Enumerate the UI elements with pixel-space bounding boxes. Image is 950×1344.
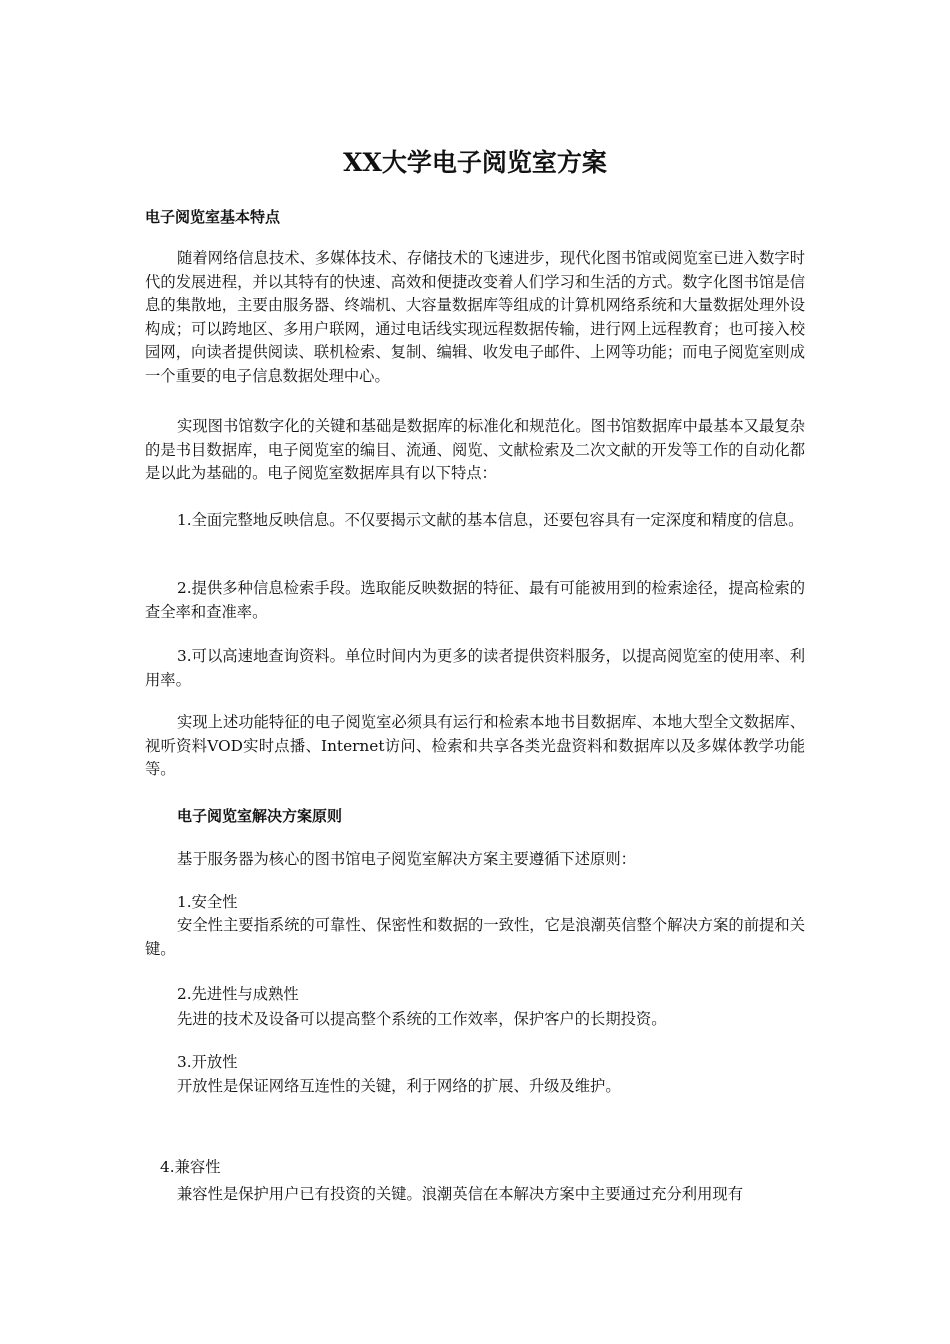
document-title: XX大学电子阅览室方案 (343, 148, 607, 177)
principle-3-title: 3.开放性 (177, 1053, 238, 1071)
principle-4-text: 兼容性是保护用户已有投资的关键。浪潮英信在本解决方案中主要通过充分利用现有 (177, 1185, 743, 1203)
paragraph-feature-2: 2.提供多种信息检索手段。选取能反映数据的特征、最有可能被用到的检索途径，提高检索的查全率和查准率。 (145, 579, 805, 621)
principle-2-text: 先进的技术及设备可以提高整个系统的工作效率，保护客户的长期投资。 (177, 1010, 667, 1028)
paragraph-functions: 实现上述功能特征的电子阅览室必须具有运行和检索本地书目数据库、本地大型全文数据库、视听资料VOD实时点播、Internet访问、检索和共享各类光盘资料和数据库以及多媒体教学功能等。 (145, 713, 805, 778)
principle-1-text: 安全性主要指系统的可靠性、保密性和数据的一致性，它是浪潮英信整个解决方案的前提和关键。 (145, 916, 805, 958)
section-heading-basic-features: 电子阅览室基本特点 (145, 208, 281, 226)
paragraph-database-standards: 实现图书馆数字化的关键和基础是数据库的标准化和规范化。图书馆数据库中最基本又最复杂的是书目数据库，电子阅览室的编目、流通、阅览、文献检索及二次文献的开发等工作的自动化都是以此为基础的。电子阅览室数据库具有以下特点： (145, 417, 805, 482)
paragraph-principles-intro: 基于服务器为核心的图书馆电子阅览室解决方案主要遵循下述原则： (177, 850, 636, 868)
paragraph-intro: 随着网络信息技术、多媒体技术、存储技术的飞速进步，现代化图书馆或阅览室已进入数字时代的发展进程，并以其特有的快速、高效和便捷改变着人们学习和生活的方式。数字化图书馆是信息的集散地，主要由服务器、终端机、大容量数据库等组成的计算机网络系统和大量数据处理外设构成；可以跨地区、多用户联网，通过电话线实现远程数据传输，进行网上远程教育；也可接入校园网，向读者提供阅读、联机检索、复制、编辑、收发电子邮件、上网等功能；而电子阅览室则成一个重要的电子信息数据处理中心。 (145, 249, 805, 385)
principle-3-text: 开放性是保证网络互连性的关键，利于网络的扩展、升级及维护。 (177, 1077, 621, 1095)
paragraph-feature-1: 1.全面完整地反映信息。不仅要揭示文献的基本信息，还要包容具有一定深度和精度的信息。 (177, 511, 804, 529)
principle-2-title: 2.先进性与成熟性 (177, 985, 299, 1003)
principle-1-title: 1.安全性 (177, 893, 238, 911)
section-heading-principles: 电子阅览室解决方案原则 (177, 807, 343, 825)
paragraph-feature-3: 3.可以高速地查询资料。单位时间内为更多的读者提供资料服务，以提高阅览室的使用率、利用率。 (145, 647, 805, 689)
principle-4-title: 4.兼容性 (160, 1158, 221, 1176)
